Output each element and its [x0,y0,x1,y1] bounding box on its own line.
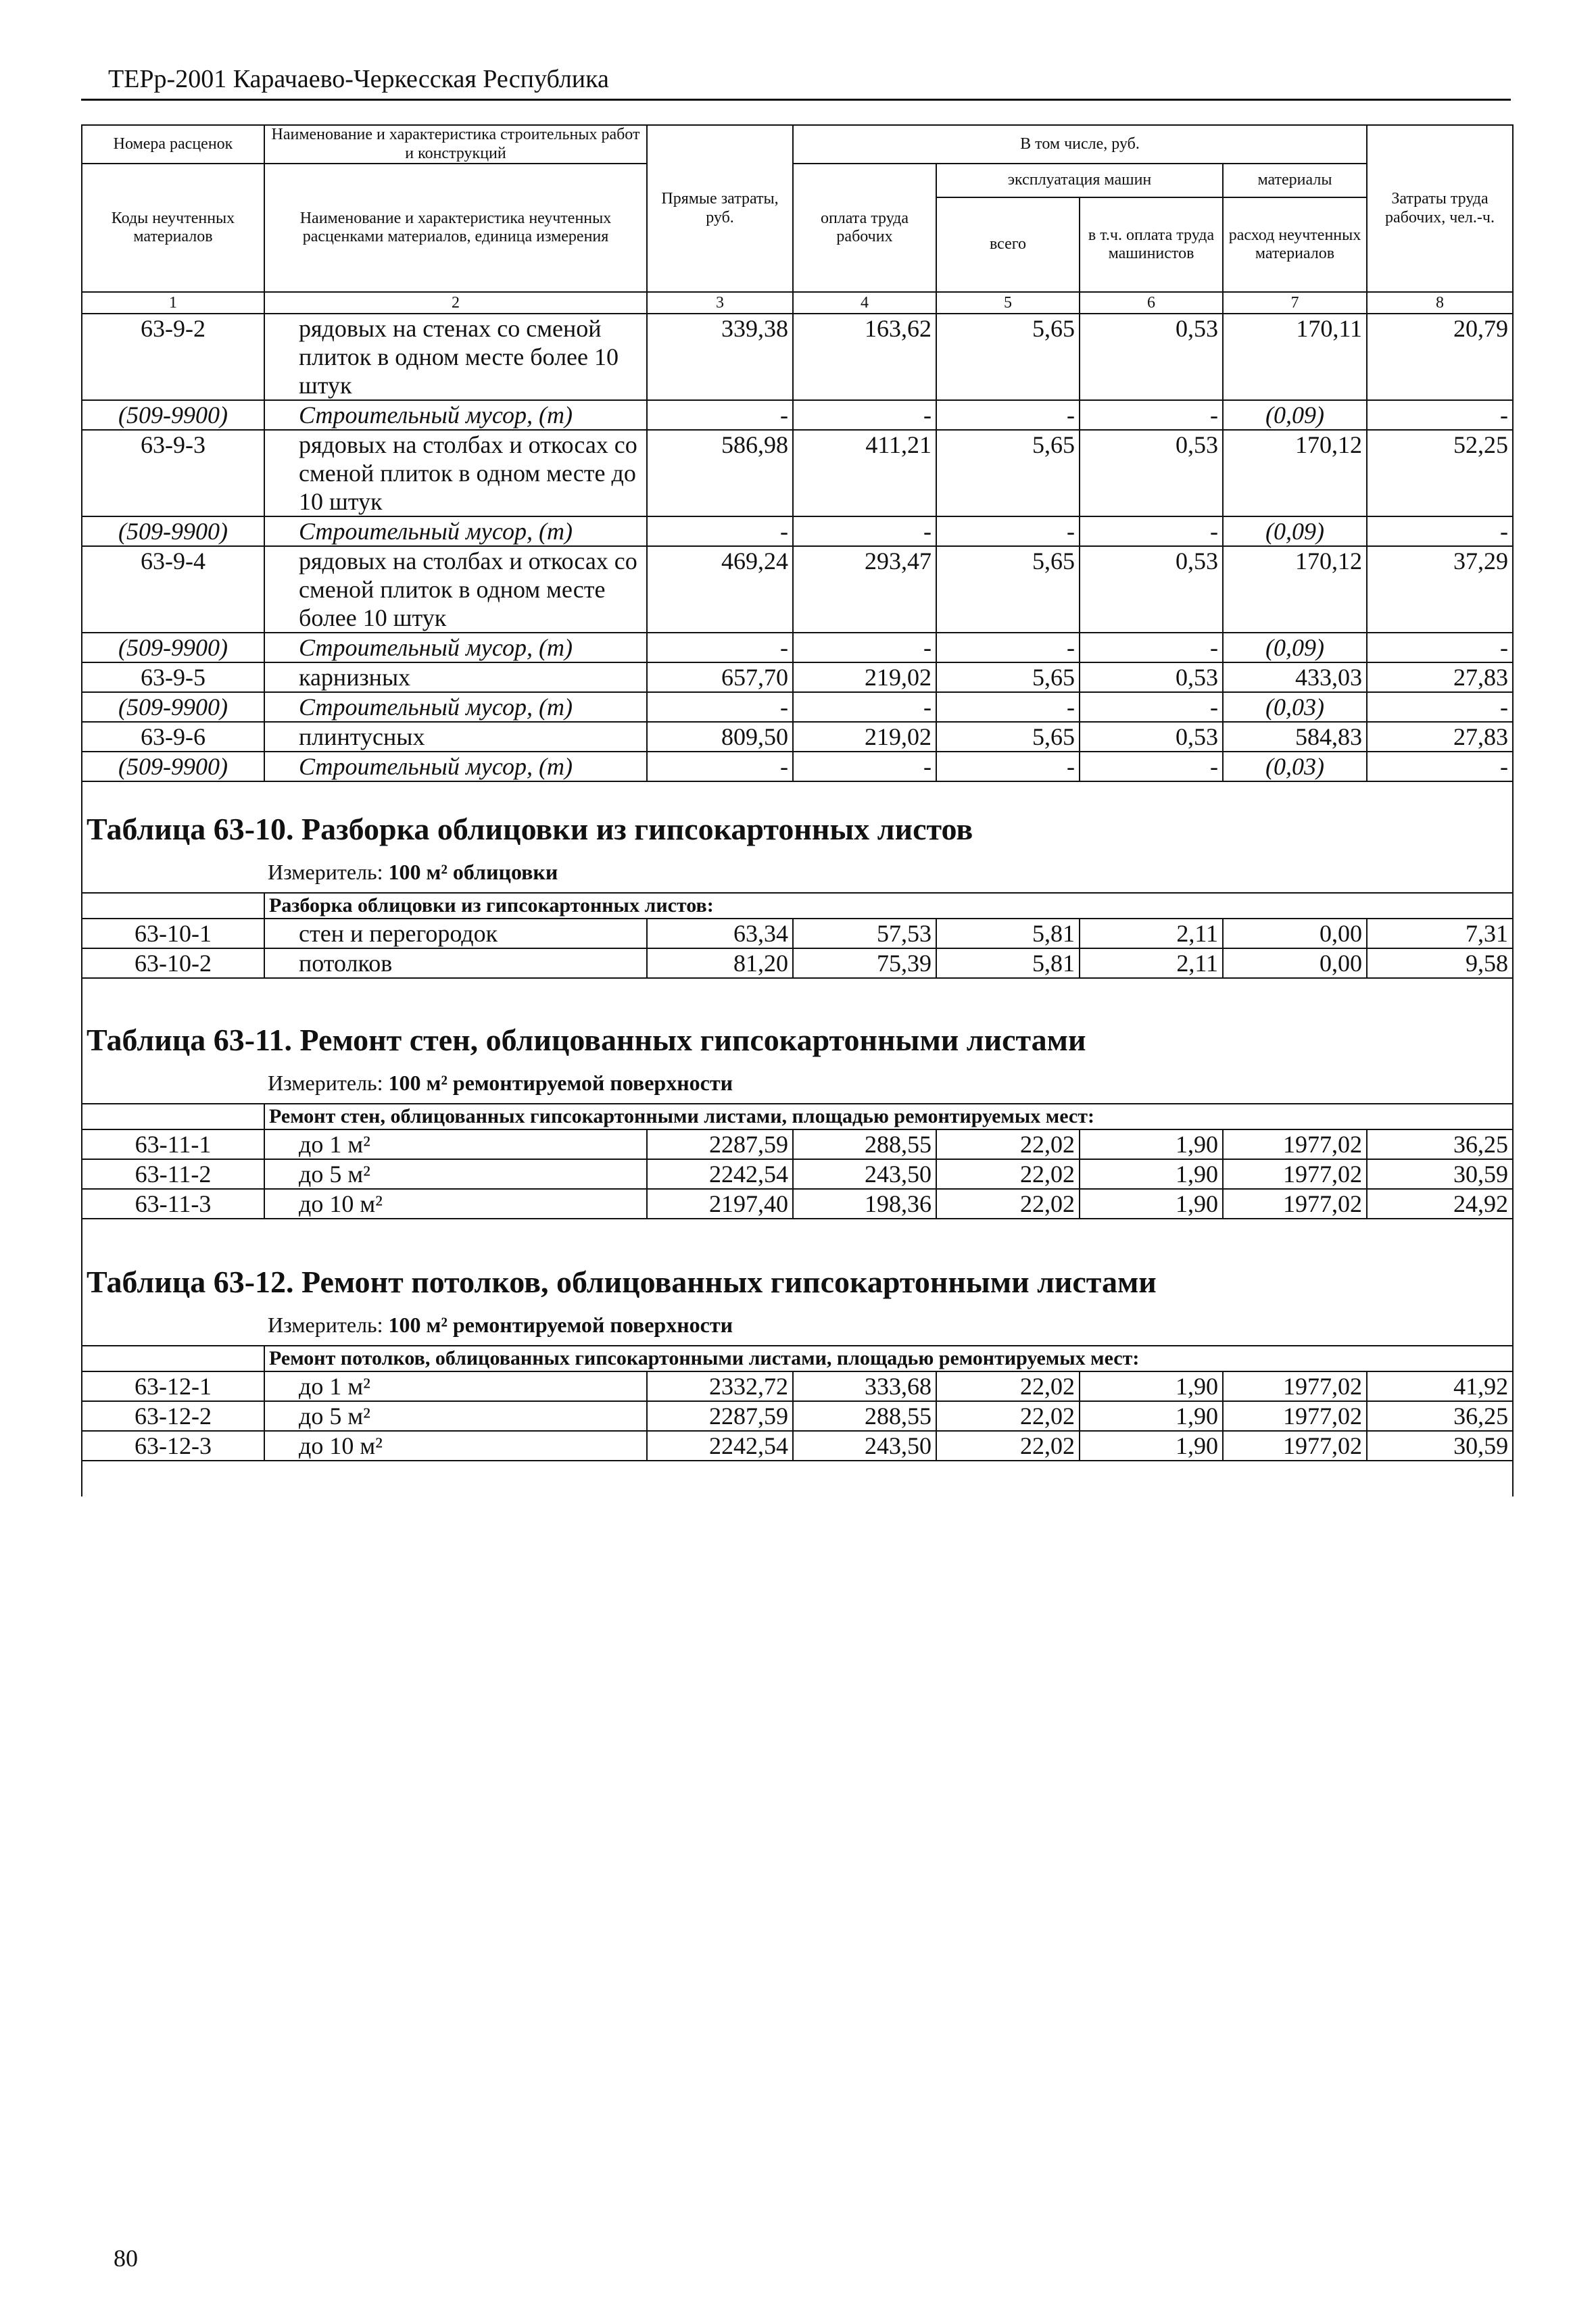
table-row [82,1189,1513,1219]
material-value: - [647,633,793,662]
material-value: - [936,516,1080,546]
value-cell: 1,90 [1080,1159,1223,1189]
value-cell: 5,81 [936,948,1080,978]
rate-code: 63-10-2 [82,948,264,978]
table-63-11 [81,1103,1514,1219]
material-value: - [793,692,936,722]
head-col8: Затраты труда рабочих, чел.-ч. [1367,125,1513,292]
head-col3: Прямые затраты, руб. [647,125,793,292]
value-cell: 1977,02 [1223,1431,1367,1461]
table-63-11-group: Ремонт стен, облицованных гипсокартонными листами, площадью ремонтируемых мест: [264,1104,1513,1129]
table-63-9 [81,124,1514,782]
value-cell: 22,02 [936,1189,1080,1219]
value-cell: 5,65 [936,546,1080,633]
value-cell: 333,68 [793,1371,936,1401]
value-cell: 1977,02 [1223,1129,1367,1159]
material-code: (509-9900) [82,692,264,722]
value-cell: 586,98 [647,430,793,516]
value-cell: 0,00 [1223,919,1367,948]
material-code: (509-9900) [82,400,264,430]
head-materials: материалы [1223,164,1367,197]
value-cell: 22,02 [936,1371,1080,1401]
value-cell: 243,50 [793,1431,936,1461]
rate-code: 63-11-3 [82,1189,264,1219]
value-cell: 469,24 [647,546,793,633]
table-row [82,919,1513,948]
material-value: (0,09) [1223,633,1367,662]
work-description: карнизных [264,662,647,692]
value-cell: 657,70 [647,662,793,692]
work-description: до 10 м² [264,1431,647,1461]
value-cell: 81,20 [647,948,793,978]
work-description: до 5 м² [264,1401,647,1431]
table-row [82,948,1513,978]
value-cell: 9,58 [1367,948,1513,978]
page-header: ТЕРр-2001 Карачаево-Черкесская Республика [108,65,609,93]
value-cell: 30,59 [1367,1431,1513,1461]
value-cell: 52,25 [1367,430,1513,516]
material-description: Строительный мусор, (т) [264,633,647,662]
value-cell: 1977,02 [1223,1189,1367,1219]
table-63-10-group: Разборка облицовки из гипсокартонных листов: [264,893,1513,919]
head-col2b: Наименование и характеристика неучтенных расценками материалов, единица измерения [264,164,647,292]
material-value: (0,03) [1223,692,1367,722]
value-cell: 22,02 [936,1431,1080,1461]
colnum: 2 [264,292,647,314]
table-row [82,1431,1513,1461]
head-col2a: Наименование и характеристика строительных работ и конструкций [264,125,647,164]
value-cell: 75,39 [793,948,936,978]
value-cell: 1977,02 [1223,1159,1367,1189]
material-value: - [936,752,1080,781]
value-cell: 809,50 [647,722,793,752]
value-cell: 2242,54 [647,1159,793,1189]
table-row [82,1159,1513,1189]
value-cell: 20,79 [1367,314,1513,400]
value-cell: 0,53 [1080,546,1223,633]
material-value: (0,03) [1223,752,1367,781]
work-description: рядовых на стенах со сменой плиток в одном месте более 10 штук [264,314,647,400]
value-cell: 1,90 [1080,1431,1223,1461]
head-col5: всего [936,197,1080,292]
value-cell: 170,12 [1223,430,1367,516]
material-value: - [793,633,936,662]
value-cell: 219,02 [793,662,936,692]
value-cell: 163,62 [793,314,936,400]
material-value: - [647,752,793,781]
value-cell: 5,65 [936,722,1080,752]
value-cell: 0,53 [1080,662,1223,692]
value-cell: 27,83 [1367,722,1513,752]
value-cell: 1977,02 [1223,1401,1367,1431]
table-63-10-meter: Измеритель: 100 м² облицовки [268,860,558,884]
table-63-10 [81,892,1514,979]
value-cell: 170,12 [1223,546,1367,633]
work-description: до 10 м² [264,1189,647,1219]
material-value: - [1367,516,1513,546]
work-description: рядовых на столбах и откосах со сменой плиток в одном месте до 10 штук [264,430,647,516]
material-code: (509-9900) [82,752,264,781]
value-cell: 243,50 [793,1159,936,1189]
page-number: 80 [114,2245,138,2272]
material-value: - [1367,400,1513,430]
material-value: (0,09) [1223,400,1367,430]
head-machines: эксплуатация машин [936,164,1223,197]
material-value: - [1367,633,1513,662]
material-description: Строительный мусор, (т) [264,752,647,781]
table-row [82,722,1513,752]
table-63-12-group: Ремонт потолков, облицованных гипсокартонными листами, площадью ремонтируемых мест: [264,1346,1513,1371]
head-col7: расход неучтенных материалов [1223,197,1367,292]
value-cell: 288,55 [793,1401,936,1431]
value-cell: 1,90 [1080,1401,1223,1431]
value-cell: 219,02 [793,722,936,752]
rate-code: 63-9-6 [82,722,264,752]
value-cell: 27,83 [1367,662,1513,692]
header-rule [81,99,1511,101]
material-value: (0,09) [1223,516,1367,546]
material-value: - [793,752,936,781]
material-value: - [1080,516,1223,546]
colnum: 4 [793,292,936,314]
value-cell: 584,83 [1223,722,1367,752]
material-description: Строительный мусор, (т) [264,516,647,546]
material-value: - [647,400,793,430]
value-cell: 5,65 [936,662,1080,692]
head-col1a: Номера расценок [82,125,264,164]
material-value: - [793,516,936,546]
value-cell: 24,92 [1367,1189,1513,1219]
value-cell: 30,59 [1367,1159,1513,1189]
colnum: 6 [1080,292,1223,314]
value-cell: 2242,54 [647,1431,793,1461]
colnum: 5 [936,292,1080,314]
value-cell: 2,11 [1080,919,1223,948]
table-63-10-title: Таблица 63-10. Разборка облицовки из гипсокартонных листов [87,812,973,846]
table-row [82,1129,1513,1159]
colnum: 3 [647,292,793,314]
rate-code: 63-12-1 [82,1371,264,1401]
value-cell: 1,90 [1080,1371,1223,1401]
material-value: - [1080,692,1223,722]
rate-code: 63-9-5 [82,662,264,692]
value-cell: 57,53 [793,919,936,948]
rate-code: 63-10-1 [82,919,264,948]
value-cell: 0,00 [1223,948,1367,978]
value-cell: 1,90 [1080,1189,1223,1219]
rate-code: 63-12-2 [82,1401,264,1431]
value-cell: 0,53 [1080,722,1223,752]
work-description: до 1 м² [264,1371,647,1401]
value-cell: 2332,72 [647,1371,793,1401]
material-code: (509-9900) [82,516,264,546]
work-description: до 1 м² [264,1129,647,1159]
value-cell: 22,02 [936,1129,1080,1159]
value-cell: 5,81 [936,919,1080,948]
work-description: плинтусных [264,722,647,752]
value-cell: 411,21 [793,430,936,516]
table-row [82,546,1513,633]
material-description: Строительный мусор, (т) [264,692,647,722]
table-row [82,314,1513,400]
rate-code: 63-9-3 [82,430,264,516]
table-row [82,662,1513,692]
table-63-12-title: Таблица 63-12. Ремонт потолков, облицованных гипсокартонными листами [87,1265,1157,1299]
value-cell: 7,31 [1367,919,1513,948]
value-cell: 339,38 [647,314,793,400]
material-code: (509-9900) [82,633,264,662]
material-value: - [647,692,793,722]
value-cell: 5,65 [936,430,1080,516]
value-cell: 433,03 [1223,662,1367,692]
value-cell: 41,92 [1367,1371,1513,1401]
table-row [82,1371,1513,1401]
material-row [82,516,1513,546]
rate-code: 63-9-4 [82,546,264,633]
head-col1b: Коды неучтенных материалов [82,164,264,292]
colnum: 8 [1367,292,1513,314]
material-value: - [647,516,793,546]
value-cell: 22,02 [936,1401,1080,1431]
table-63-12-meter: Измеритель: 100 м² ремонтируемой поверхности [268,1313,733,1337]
value-cell: 22,02 [936,1159,1080,1189]
material-value: - [936,692,1080,722]
head-including: В том числе, руб. [793,125,1367,164]
value-cell: 1,90 [1080,1129,1223,1159]
value-cell: 293,47 [793,546,936,633]
rate-code: 63-11-1 [82,1129,264,1159]
value-cell: 2197,40 [647,1189,793,1219]
table-63-11-title: Таблица 63-11. Ремонт стен, облицованных гипсокартонными листами [87,1023,1086,1057]
value-cell: 37,29 [1367,546,1513,633]
value-cell: 2287,59 [647,1401,793,1431]
colnum: 7 [1223,292,1367,314]
head-col6: в т.ч. оплата труда машинистов [1080,197,1223,292]
table-row [82,430,1513,516]
rate-code: 63-12-3 [82,1431,264,1461]
material-value: - [793,400,936,430]
material-value: - [1080,752,1223,781]
value-cell: 1977,02 [1223,1371,1367,1401]
value-cell: 0,53 [1080,314,1223,400]
work-description: до 5 м² [264,1159,647,1189]
material-row [82,400,1513,430]
material-description: Строительный мусор, (т) [264,400,647,430]
table-row [82,1401,1513,1431]
value-cell: 288,55 [793,1129,936,1159]
material-value: - [1080,400,1223,430]
head-col4: оплата труда рабочих [793,164,936,292]
value-cell: 36,25 [1367,1401,1513,1431]
material-value: - [936,633,1080,662]
work-description: рядовых на столбах и откосах со сменой плиток в одном месте более 10 штук [264,546,647,633]
material-value: - [1367,752,1513,781]
value-cell: 170,11 [1223,314,1367,400]
rate-code: 63-11-2 [82,1159,264,1189]
material-value: - [1080,633,1223,662]
table-63-11-meter: Измеритель: 100 м² ремонтируемой поверхности [268,1071,733,1095]
work-description: потолков [264,948,647,978]
value-cell: 63,34 [647,919,793,948]
table-63-12 [81,1345,1514,1461]
value-cell: 198,36 [793,1189,936,1219]
material-row [82,633,1513,662]
value-cell: 0,53 [1080,430,1223,516]
work-description: стен и перегородок [264,919,647,948]
value-cell: 2287,59 [647,1129,793,1159]
value-cell: 2,11 [1080,948,1223,978]
value-cell: 5,65 [936,314,1080,400]
value-cell: 36,25 [1367,1129,1513,1159]
material-row [82,752,1513,781]
material-value: - [1367,692,1513,722]
rate-code: 63-9-2 [82,314,264,400]
material-row [82,692,1513,722]
colnum: 1 [82,292,264,314]
material-value: - [936,400,1080,430]
